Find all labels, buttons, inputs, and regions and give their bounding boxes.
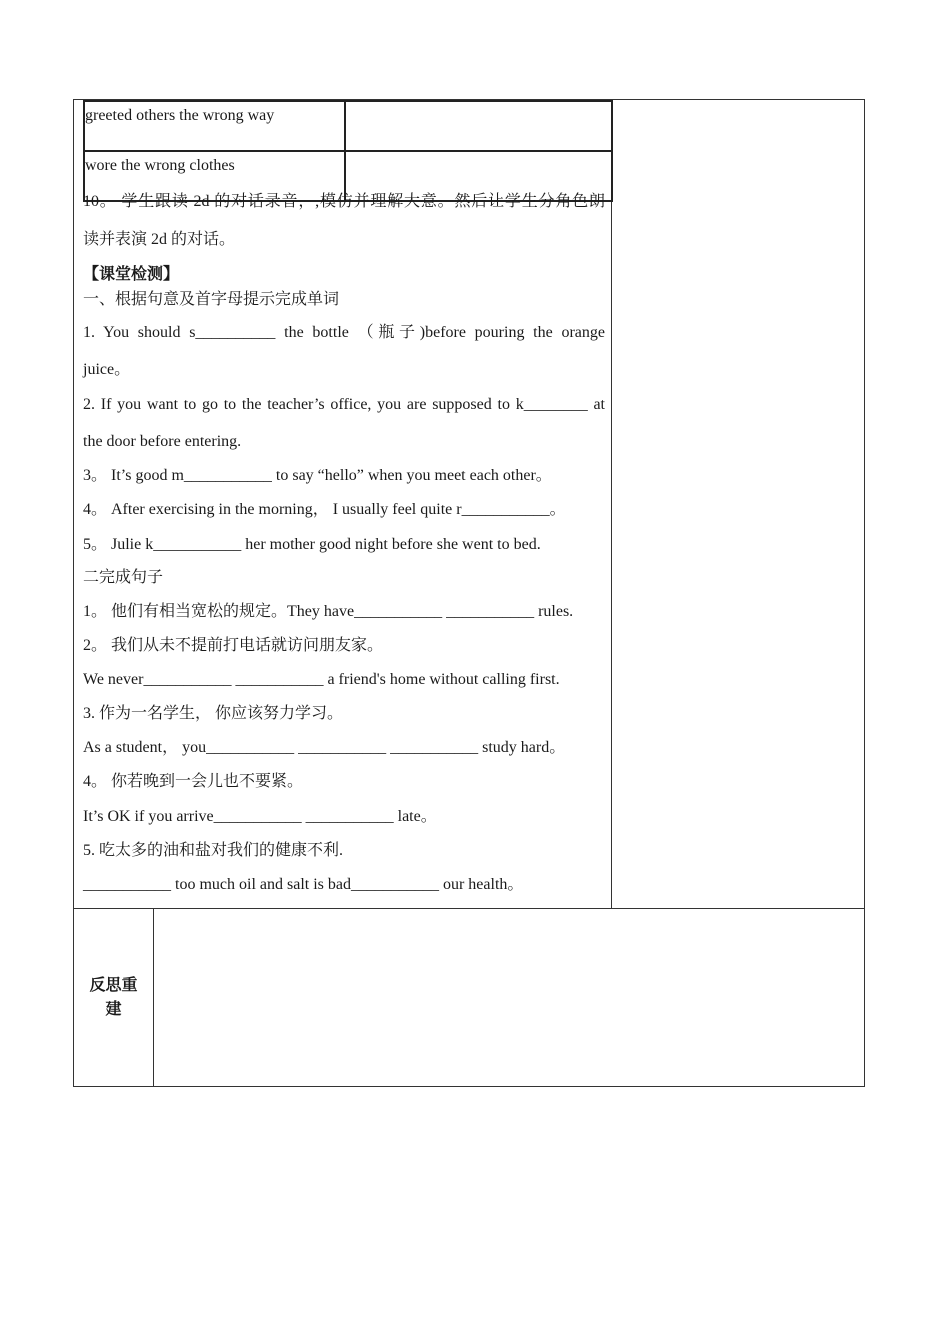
sentence-5-chinese: 5. 吃太多的油和盐对我们的健康不利. xyxy=(83,842,344,859)
behavior-cell: greeted others the wrong way xyxy=(84,101,345,151)
sentence-4-english: It’s OK if you arrive___________ ___________ late。 xyxy=(83,808,437,825)
behavior-cell: wore the wrong clothes xyxy=(84,151,345,201)
note-cell xyxy=(345,101,612,151)
section1-title: 一、根据句意及首字母提示完成单词 xyxy=(83,291,340,308)
question-2-line1: 2. If you want to go to the teacher’s office, you are supposed to k________ at xyxy=(83,396,605,413)
reflection-body-cell xyxy=(154,909,865,1087)
reflection-label: 反思重建 xyxy=(89,976,138,1018)
check-title: 【课堂检测】 xyxy=(83,266,180,283)
question-1-line2: juice。 xyxy=(83,361,131,378)
sentence-3-english: As a student， you___________ ___________ ___________ study hard。 xyxy=(83,739,566,756)
behavior-table xyxy=(83,100,613,202)
sentence-3-chinese: 3. 作为一名学生， 你应该努力学习。 xyxy=(83,705,344,722)
lesson-table xyxy=(73,99,865,1087)
main-content-cell xyxy=(74,100,612,909)
side-notes-cell xyxy=(612,100,865,909)
question-4: 4。 After exercising in the morning， I usually feel quite r___________。 xyxy=(83,501,566,518)
step10-line2: 读并表演 2d 的对话。 xyxy=(83,231,236,248)
sentence-1: 1。 他们有相当宽松的规定。They have___________ ___________ rules. xyxy=(83,603,574,620)
sentence-2-english: We never___________ ___________ a friend's home without calling first. xyxy=(83,671,560,688)
reflection-label-cell xyxy=(74,909,154,1087)
question-5: 5。 Julie k___________ her mother good night before she went to bed. xyxy=(83,536,541,553)
step10-line1: 10。 学生跟读 2d 的对话录音，,模仿并理解大意。然后让学生分角色朗 xyxy=(83,193,605,210)
question-2-line2: the door before entering. xyxy=(83,433,242,450)
question-3: 3。 It’s good m___________ to say “hello” when you meet each other。 xyxy=(83,467,552,484)
section2-title: 二完成句子 xyxy=(83,569,164,586)
question-1-line1: 1. You should s__________ the bottle （瓶子)before pouring the orange xyxy=(83,324,605,341)
sentence-5-english: ___________ too much oil and salt is bad___________ our health。 xyxy=(83,876,524,893)
sentence-2-chinese: 2。 我们从未不提前打电话就访问朋友家。 xyxy=(83,637,384,654)
table-row xyxy=(84,101,612,151)
sentence-4-chinese: 4。 你若晚到一会儿也不要紧。 xyxy=(83,773,304,790)
